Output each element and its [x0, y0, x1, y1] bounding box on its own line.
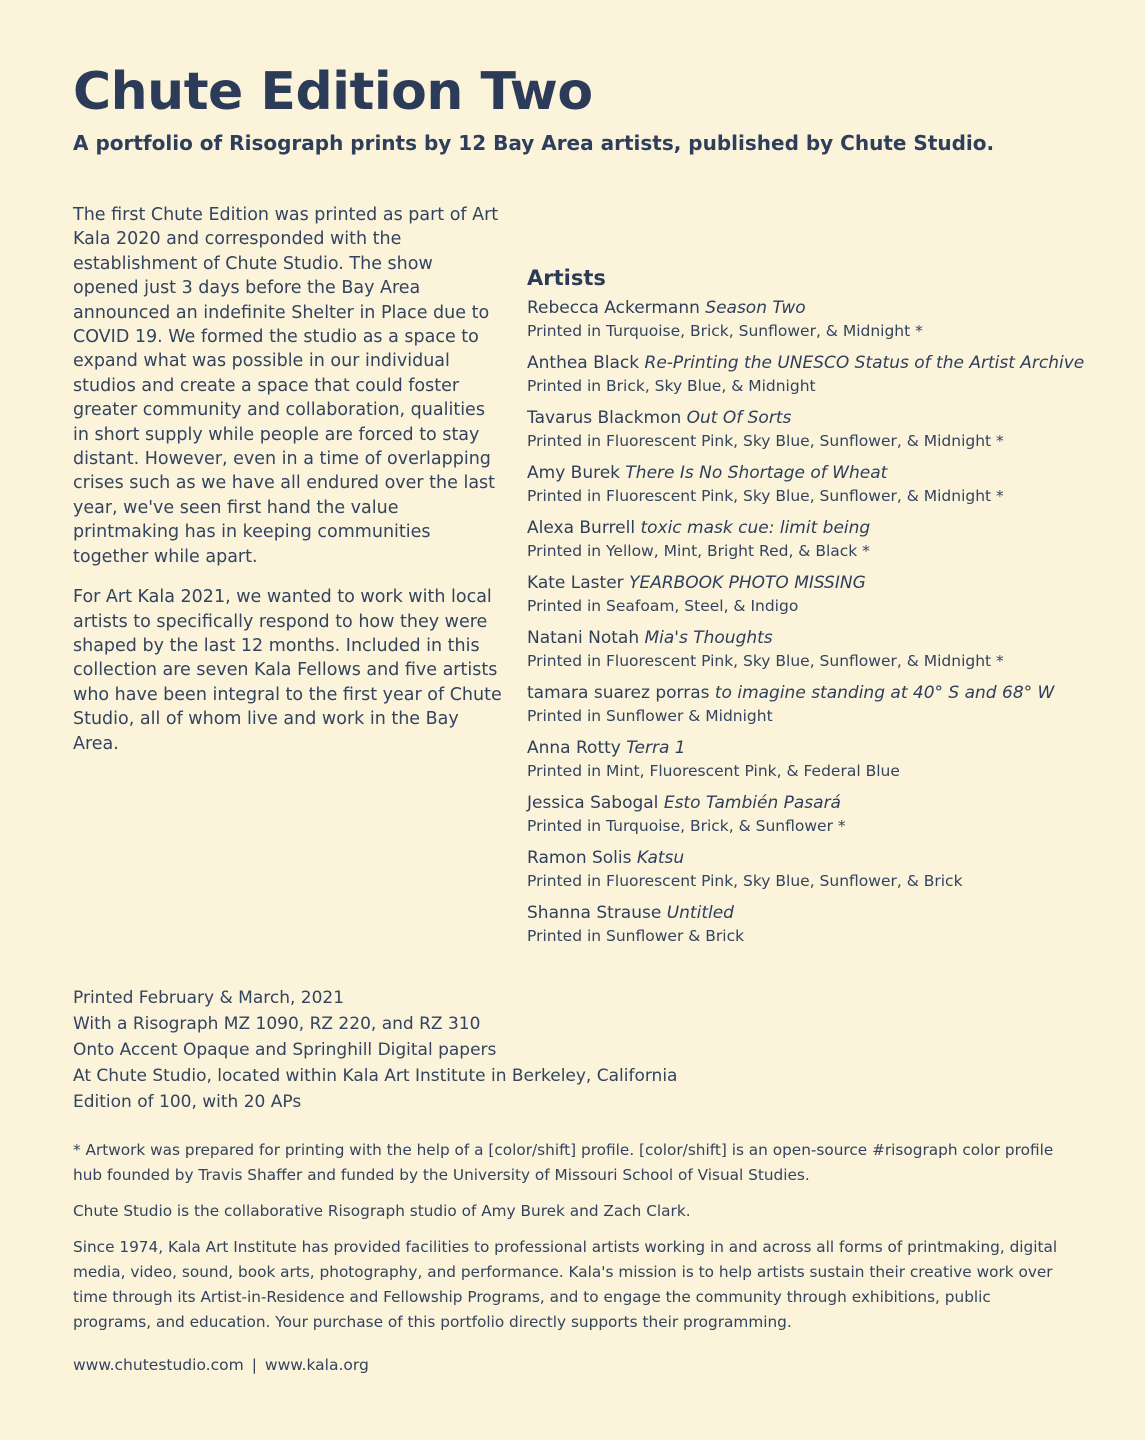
page-title: Chute Edition Two [73, 62, 593, 122]
artist-name: Tavarus Blackmon [527, 408, 682, 428]
artist-entry [527, 626, 1127, 676]
intro-text [73, 203, 503, 772]
artist-name: Shanna Strause [527, 903, 662, 923]
artwork-title: Season Two [705, 298, 806, 318]
artist-name: Amy Burek [527, 463, 621, 483]
artwork-colors: Printed in Yellow, Mint, Bright Red, & Black * [527, 542, 870, 560]
artist-name: tamara suarez porras [527, 683, 710, 703]
notes [73, 1138, 1073, 1346]
artwork-title: Untitled [666, 903, 734, 923]
colophon-line: Printed February & March, 2021 [73, 988, 345, 1008]
footnote-color-shift: * Artwork was prepared for printing with the help of a [color/shift] profile. [color/shift] is an open-source #risograph color profile hub founded by Travis Shaffer and funded by the University of Missouri School of Visual Studies. [73, 1141, 1054, 1184]
intro-paragraph-2: For Art Kala 2021, we wanted to work with local artists to specifically respond to how they were shaped by the last 12 months. Included in this collection are seven Kala Fellows and five artists who have been integral to the first year of Chute Studio, all of whom live and work in the Bay Area. [73, 587, 502, 754]
artwork-colors: Printed in Sunflower & Brick [527, 927, 745, 945]
colophon-line: At Chute Studio, located within Kala Art Institute in Berkeley, California [73, 1066, 678, 1086]
artwork-title: Terra 1 [626, 738, 686, 758]
artist-name: Ramon Solis [527, 848, 632, 868]
artwork-title: to imagine standing at 40° S and 68° W [714, 683, 1055, 703]
artist-entry [527, 461, 1127, 511]
link-separator: | [251, 1356, 257, 1374]
artwork-title: Mia's Thoughts [644, 628, 773, 648]
page-subtitle: A portfolio of Risograph prints by 12 Bay Area artists, published by Chute Studio. [73, 131, 995, 155]
artist-name: Anthea Black [527, 353, 640, 373]
artist-entry [527, 846, 1127, 896]
artwork-colors: Printed in Fluorescent Pink, Sky Blue, Sunflower, & Midnight * [527, 487, 1004, 505]
footer-links [73, 1356, 369, 1374]
artist-entry [527, 406, 1127, 456]
artist-name: Rebecca Ackermann [527, 298, 700, 318]
artist-entry [527, 516, 1127, 566]
studio-note: Chute Studio is the collaborative Risograph studio of Amy Burek and Zach Clark. [73, 1202, 691, 1220]
colophon-line: With a Risograph MZ 1090, RZ 220, and RZ 310 [73, 1014, 481, 1034]
artist-name: Jessica Sabogal [527, 793, 659, 813]
artist-name: Anna Rotty [527, 738, 621, 758]
intro-paragraph-1: The first Chute Edition was printed as part of Art Kala 2020 and corresponded with the establishment of Chute Studio. The show opened just 3 days before the Bay Area announced an indefinite Shelter in Place due to COVID 19. We formed the studio as a space to expand what was possible in our individual studios and create a space that could foster greater community and collaboration, qualities in short supply while people are forced to stay distant. However, even in a time of overlapping crises such as we have all endured over the last year, we've seen first hand the value printmaking has in keeping communities together while apart. [73, 205, 499, 567]
artists-list [527, 266, 1127, 956]
artist-name: Alexa Burrell [527, 518, 636, 538]
artwork-colors: Printed in Fluorescent Pink, Sky Blue, Sunflower, & Midnight * [527, 652, 1004, 670]
artist-entry [527, 736, 1127, 786]
artwork-colors: Printed in Seafoam, Steel, & Indigo [527, 597, 799, 615]
kala-note: Since 1974, Kala Art Institute has provided facilities to professional artists working in and across all forms of printmaking, digital media, video, sound, book arts, photography, and performance. Kala's mission is to help artists sustain their creative work over time through its Artist-in-Residence and Fellowship Programs, and to engage the community through exhibitions, public programs, and education. Your purchase of this portfolio directly supports their programming. [73, 1238, 1058, 1331]
artwork-title: Esto También Pasará [663, 793, 841, 813]
artist-entry [527, 296, 1127, 346]
artist-entry [527, 901, 1127, 951]
artwork-title: YEARBOOK PHOTO MISSING [629, 573, 866, 593]
colophon-line: Edition of 100, with 20 APs [73, 1092, 302, 1112]
artist-entry [527, 351, 1127, 401]
artwork-colors: Printed in Mint, Fluorescent Pink, & Federal Blue [527, 762, 900, 780]
artist-name: Natani Notah [527, 628, 640, 648]
artist-entry [527, 681, 1127, 731]
artists-heading: Artists [527, 266, 606, 290]
artwork-colors: Printed in Brick, Sky Blue, & Midnight [527, 377, 816, 395]
artwork-title: Katsu [636, 848, 685, 868]
artwork-colors: Printed in Turquoise, Brick, & Sunflower * [527, 817, 846, 835]
chute-studio-link[interactable]: www.chutestudio.com [73, 1356, 244, 1374]
artist-entry [527, 571, 1127, 621]
artist-entry [527, 791, 1127, 841]
artwork-title: Re-Printing the UNESCO Status of the Artist Archive [644, 353, 1085, 373]
kala-link[interactable]: www.kala.org [264, 1356, 369, 1374]
artist-name: Kate Laster [527, 573, 624, 593]
artwork-colors: Printed in Fluorescent Pink, Sky Blue, Sunflower, & Midnight * [527, 432, 1004, 450]
colophon [73, 985, 677, 1115]
artwork-colors: Printed in Sunflower & Midnight [527, 707, 773, 725]
artwork-title: toxic mask cue: limit being [640, 518, 871, 538]
artwork-colors: Printed in Turquoise, Brick, Sunflower, & Midnight * [527, 322, 923, 340]
colophon-line: Onto Accent Opaque and Springhill Digital papers [73, 1040, 497, 1060]
artwork-title: There Is No Shortage of Wheat [625, 463, 888, 483]
artwork-colors: Printed in Fluorescent Pink, Sky Blue, Sunflower, & Brick [527, 872, 963, 890]
artwork-title: Out Of Sorts [686, 408, 792, 428]
